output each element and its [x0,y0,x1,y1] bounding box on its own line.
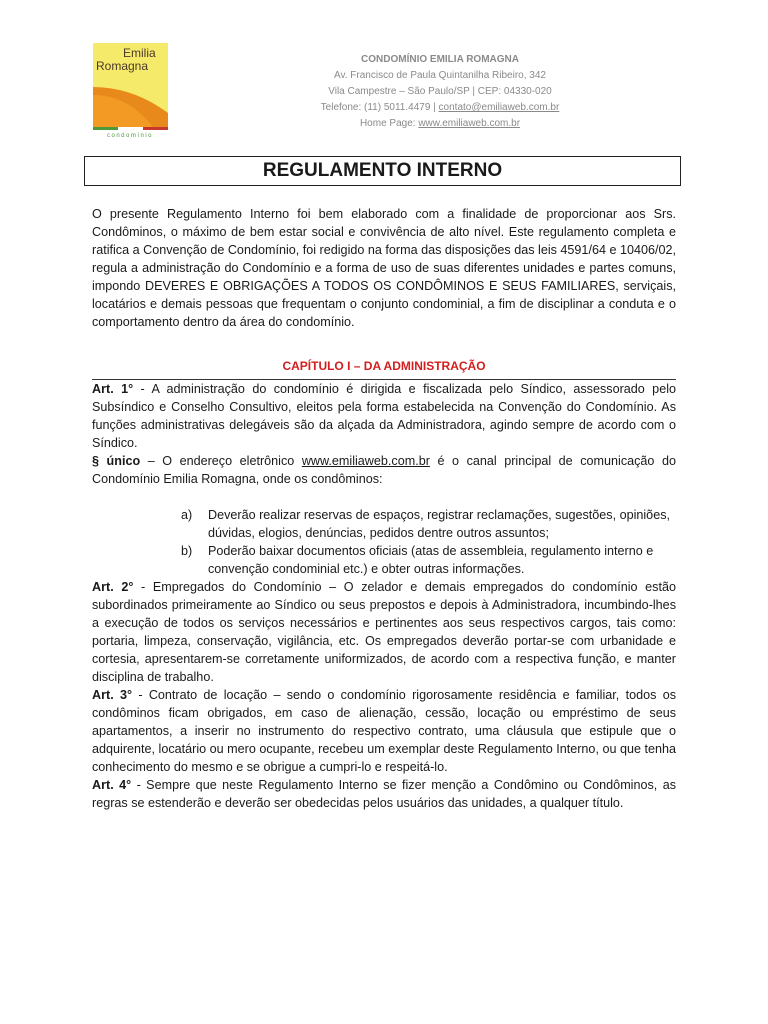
chapter-heading: CAPÍTULO I – DA ADMINISTRAÇÃO [282,359,486,373]
list-item-text: Poderão baixar documentos oficiais (atas de assembleia, regulamento interno e convenção condominial etc.) e obter outras informações. [208,544,654,576]
list-item [181,542,676,578]
list-item [181,506,676,542]
article-3-label: Art. 3° [92,688,133,702]
email-link[interactable]: contato@emiliaweb.com.br [438,102,560,113]
paragraph-unico-text-end: é o canal principal de comunicação do Condomínio Emilia Romagna, onde os condôminos: [92,454,676,486]
article-2-label: Art. 2° [92,580,134,594]
article-3 [92,686,676,776]
svg-text:Emilia: Emilia [123,46,156,60]
condominium-name: CONDOMÍNIO EMILIA ROMAGNA [361,54,519,65]
list-marker: a) [181,508,193,522]
article-2-text: - Empregados do Condomínio – O zelador e demais empregados do condomínio estão subordinados primeiramente ao Síndico ou seus prepostos e depois à Administradora, incumbindo-lhes a execução de todos os serviços necessários e pertinentes aos seus respectivos cargos, tais como: portaria, limpeza, conservação, vigilância, etc. Os empregados deverão portar-se com urbanidade e cortesia, apresentarem-se corretamente uniformizados, de acordo com a respectiva função, e manter disciplina de trabalho. [92,580,676,684]
paragraph-unico [92,452,676,488]
address: Av. Francisco de Paula Quintanilha Ribeiro, 342 [334,70,546,81]
unico-list [92,506,676,578]
document-body [92,205,676,812]
svg-text:condomínio: condomínio [106,133,154,138]
svg-text:Romagna: Romagna [96,59,149,73]
article-1-text: - A administração do condomínio é dirigida e fiscalizada pelo Síndico, assessorado pelo Subsíndico e Conselho Consultivo, eleitos pela forma estabelecida na Convenção do Condomínio. As funções administrativas delegáveis são da alçada da Administradora, agindo sempre de acordo com o Síndico. [92,382,676,450]
paragraph-unico-text: – O endereço eletrônico [140,454,302,468]
list-item-text: Deverão realizar reservas de espaços, registrar reclamações, sugestões, opiniões, dúvidas, elogios, denúncias, pedidos dentre outros assuntos; [208,508,670,540]
article-1-label: Art. 1° [92,382,134,396]
homepage-link[interactable]: www.emiliaweb.com.br [418,118,521,129]
homepage-line [290,116,590,132]
letterhead [290,52,590,132]
article-4-label: Art. 4° [92,778,132,792]
contact-line [290,100,590,116]
document-title: REGULAMENTO INTERNO [84,156,681,186]
article-1 [92,380,676,452]
city-line: Vila Campestre – São Paulo/SP | CEP: 04330-020 [328,86,552,97]
article-4-text: - Sempre que neste Regulamento Interno se fizer menção a Condômino ou Condôminos, as regras se estenderão e deverão ser obedecidas pelos usuários das unidades, a qualquer título. [92,778,676,810]
emilia-romagna-logo [93,43,168,138]
phone-text: Telefone: (11) 5011.4479 | [320,102,439,113]
homepage-label: Home Page: [359,118,419,129]
paragraph-unico-label: § único [92,454,141,468]
article-2 [92,578,676,686]
intro-paragraph: O presente Regulamento Interno foi bem elaborado com a finalidade de proporcionar aos Srs. Condôminos, o máximo de bem estar social e convivência de alto nível. Este regulamento completa e ratifica a Convenção de Condomínio, foi redigido na forma das disposições das leis 4591/64 e 10406/02, regula a administração do Condomínio e a forma de uso de suas diferentes unidades e partes comuns, impondo DEVERES E OBRIGAÇÕES A TODOS OS CONDÔMINOS E SEUS FAMILIARES, serviçais, locatários e demais pessoas que frequentam o conjunto condominial, a fim de disciplinar a conduta e o comportamento dentro da área do condomínio. [92,207,676,329]
list-marker: b) [181,544,193,558]
article-3-text: - Contrato de locação – sendo o condomínio rigorosamente residência e familiar, todos os condôminos ficam obrigados, em caso de alienação, cessão, locação ou empréstimo de seus apartamentos, a inserir no instrumento do respectivo contrato, uma cláusula que estipule que o adquirente, locatário ou mero ocupante, recebeu um exemplar deste Regulamento Interno, ou que tenha conhecimento do mesmo e se obrigue a cumpri-lo e respeitá-lo. [92,688,676,774]
website-link[interactable]: www.emiliaweb.com.br [301,454,430,468]
article-4 [92,776,676,812]
